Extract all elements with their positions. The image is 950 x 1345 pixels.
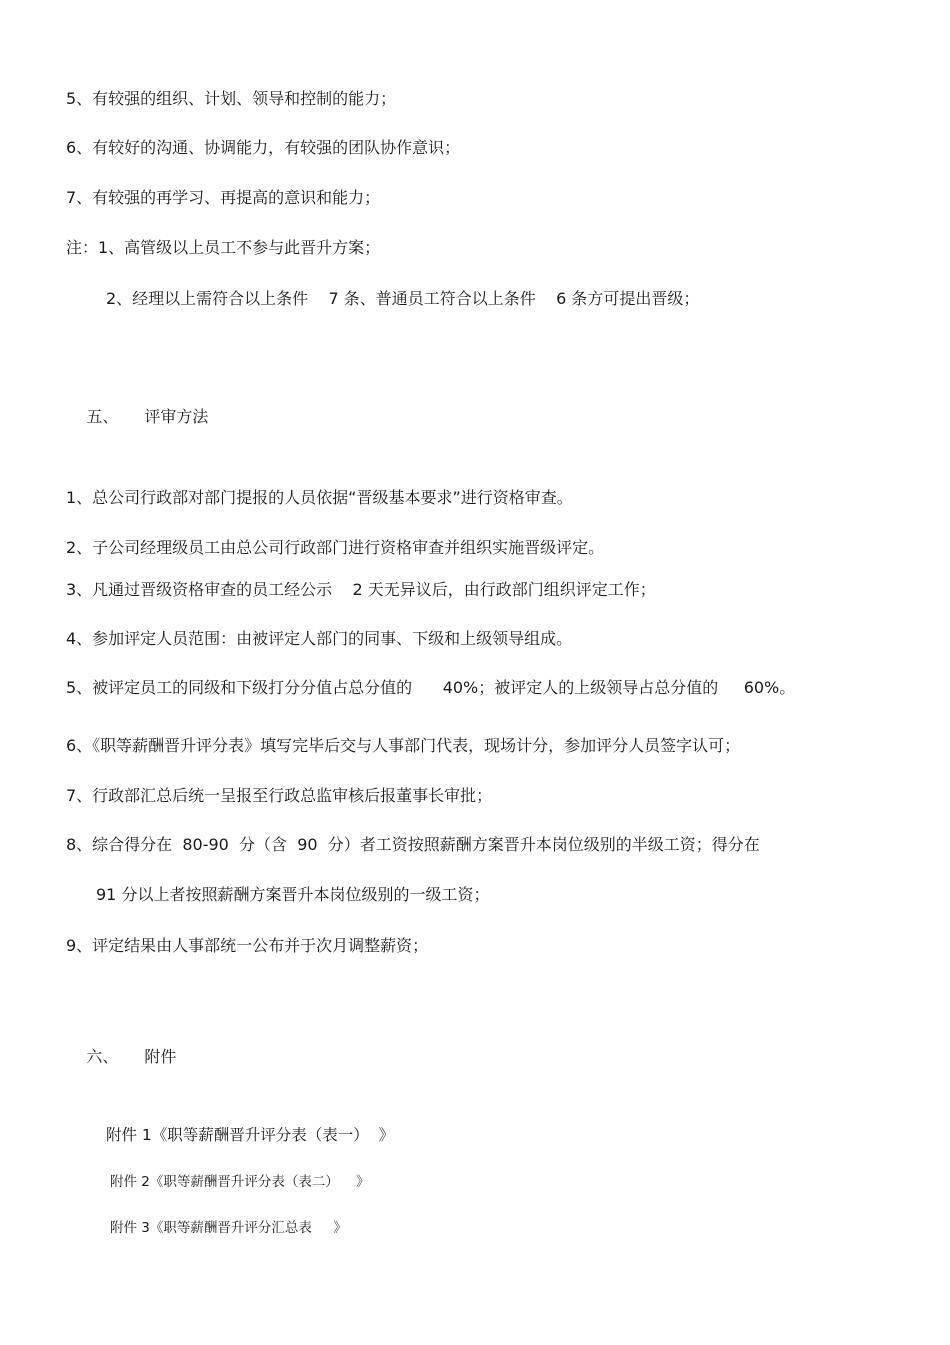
section-heading-6 — [66, 1027, 176, 1087]
attachment-3: 附件 3《职等薪酬晋升评分汇总表 》 — [110, 1220, 347, 1236]
section-heading-5 — [66, 387, 208, 447]
review-item-3: 3、凡通过晋级资格审查的员工经公示 2 天无异议后，由行政部门组织评定工作； — [66, 580, 656, 599]
review-item-1: 1、总公司行政部对部门提报的人员依据“晋级基本要求”进行资格审查。 — [66, 488, 573, 507]
section-number: 五、 — [86, 407, 119, 426]
review-item-8-continued: 91 分以上者按照薪酬方案晋升本岗位级别的一级工资； — [96, 885, 490, 904]
attachment-2: 附件 2《职等薪酬晋升评分表（表二） 》 — [110, 1174, 370, 1190]
review-item-5: 5、被评定员工的同级和下级打分分值占总分值的 40%；被评定人的上级领导占总分值的 60%。 — [66, 678, 796, 697]
review-item-9: 9、评定结果由人事部统一公布并于次月调整薪资； — [66, 936, 429, 955]
review-item-2: 2、子公司经理级员工由总公司行政部门进行资格审查并组织实施晋级评定。 — [66, 538, 605, 557]
requirement-item-7: 7、有较强的再学习、再提高的意识和能力； — [66, 188, 381, 207]
review-item-4: 4、参加评定人员范围：由被评定人部门的同事、下级和上级领导组成。 — [66, 629, 573, 648]
section-title: 评审方法 — [144, 407, 209, 426]
note-1: 注：1、高管级以上员工不参与此晋升方案； — [66, 238, 381, 257]
requirement-item-5: 5、有较强的组织、计划、领导和控制的能力； — [66, 89, 397, 108]
attachment-1: 附件 1《职等薪酬晋升评分表（表一） 》 — [106, 1126, 395, 1144]
requirement-item-6: 6、有较好的沟通、协调能力，有较强的团队协作意识； — [66, 138, 461, 157]
review-item-6: 6、《职等薪酬晋升评分表》填写完毕后交与人事部门代表，现场计分，参加评分人员签字认可； — [66, 736, 741, 755]
note-2: 2、经理以上需符合以上条件 7 条、普通员工符合以上条件 6 条方可提出晋级； — [106, 289, 700, 308]
section-title: 附件 — [144, 1047, 177, 1066]
section-number: 六、 — [86, 1047, 119, 1066]
review-item-7: 7、行政部汇总后统一呈报至行政总监审核后报董事长审批； — [66, 786, 493, 805]
review-item-8: 8、综合得分在 80-90 分（含 90 分）者工资按照薪酬方案晋升本岗位级别的半级工资；得分在 — [66, 835, 760, 854]
